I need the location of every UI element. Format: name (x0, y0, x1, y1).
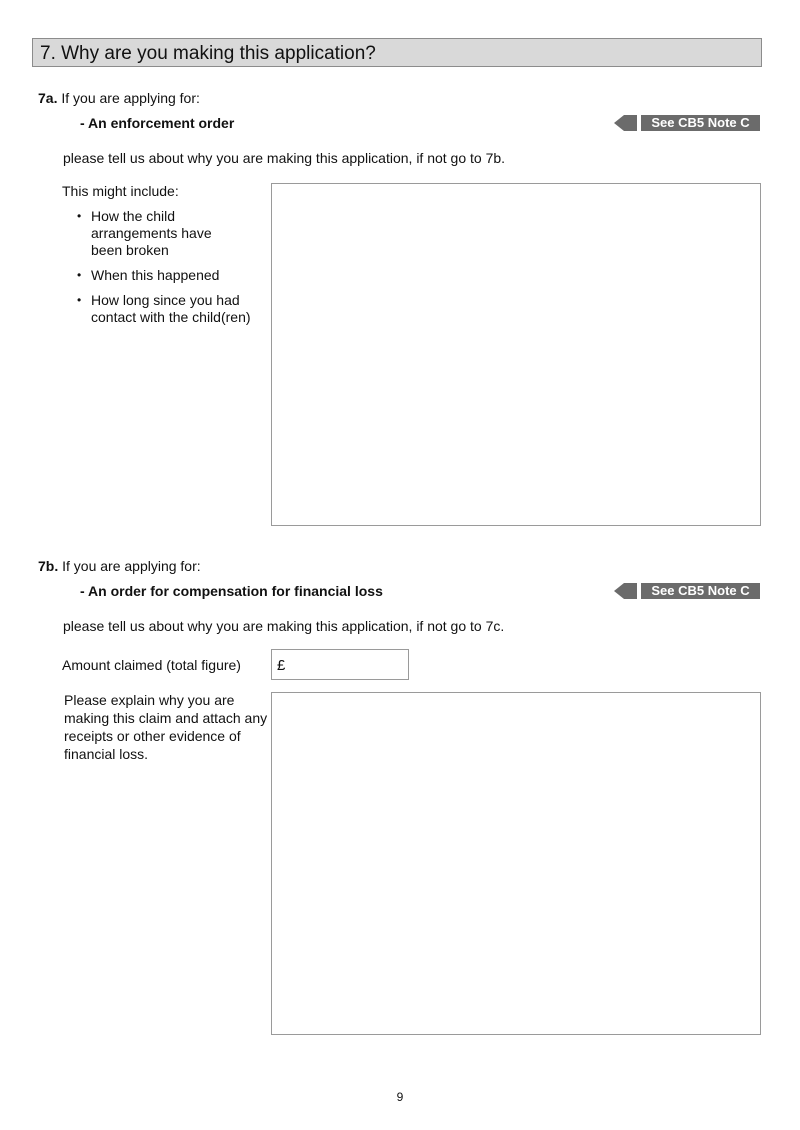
reason-7a-textarea[interactable] (271, 183, 761, 526)
currency-symbol: £ (277, 657, 286, 674)
question-7a-item: - An enforcement order (80, 115, 235, 131)
amount-field[interactable] (271, 649, 409, 680)
question-7b-instruction: please tell us about why you are making this application, if not go to 7c. (63, 618, 505, 634)
question-7b-number: 7b. (38, 558, 59, 574)
question-7b-intro-text: If you are applying for: (62, 558, 201, 574)
hint-item: • How long since you had contact with the child(ren) (77, 292, 263, 326)
amount-input[interactable] (290, 654, 406, 677)
hint-item: • How the child arrangements have been broken (77, 208, 226, 259)
note-label-7a: See CB5 Note C (641, 115, 760, 131)
page-number: 9 (396, 1090, 404, 1104)
note-label-7b: See CB5 Note C (641, 583, 760, 599)
question-7a-intro-text: If you are applying for: (61, 90, 200, 106)
explain-label: Please explain why you are making this claim and attach any receipts or other evidence of financial loss. (64, 692, 268, 762)
question-7a-hint-title: This might include: (62, 183, 179, 199)
question-7a-instruction: please tell us about why you are making this application, if not go to 7b. (63, 150, 506, 166)
amount-label: Amount claimed (total figure) (62, 657, 241, 673)
question-7a-number: 7a. (38, 90, 58, 106)
note-tag-stub (624, 115, 637, 131)
note-tag-stub (624, 583, 637, 599)
reason-7b-textarea[interactable] (271, 692, 761, 1035)
section-title: 7. Why are you making this application? (32, 38, 762, 67)
question-7a-intro (38, 90, 200, 106)
question-7a-hint-list (77, 208, 267, 334)
arrow-left-icon (614, 583, 624, 599)
note-link-7a[interactable] (614, 115, 761, 131)
hint-item: • When this happened (77, 267, 267, 284)
question-7b-item: - An order for compensation for financial loss (80, 583, 383, 599)
arrow-left-icon (614, 115, 624, 131)
note-link-7b[interactable] (614, 583, 761, 599)
question-7b-intro (38, 558, 201, 574)
